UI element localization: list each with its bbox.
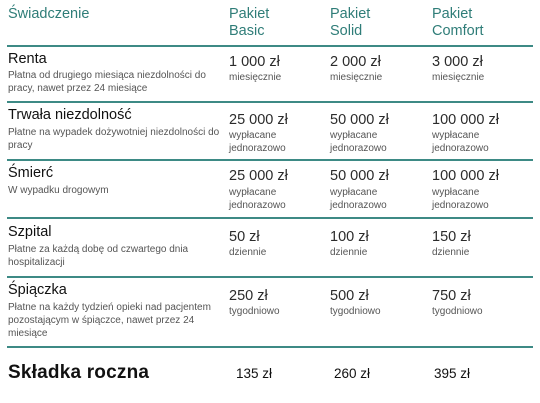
value-amount: 1 000 zł bbox=[229, 54, 280, 70]
divider bbox=[7, 159, 533, 161]
value-amount: 250 zł bbox=[229, 288, 268, 304]
annual-fee-label: Składka roczna bbox=[8, 362, 150, 383]
divider bbox=[7, 217, 533, 219]
value-amount: 50 000 zł bbox=[330, 112, 389, 128]
header-package-basic-line1: Pakiet bbox=[229, 6, 270, 22]
value-unit: wypłacane jednorazowo bbox=[330, 187, 387, 211]
divider bbox=[7, 346, 533, 348]
row-name-trwala-niezdolnosc: Trwała niezdolność bbox=[8, 107, 132, 123]
value-amount: 100 000 zł bbox=[432, 168, 499, 184]
value-unit: tygodniowo bbox=[330, 306, 381, 317]
header-package-comfort-line2: Comfort bbox=[432, 23, 484, 39]
value-unit: dziennie bbox=[330, 247, 368, 258]
value-unit: dziennie bbox=[229, 247, 267, 258]
value-amount: 3 000 zł bbox=[432, 54, 483, 70]
value-amount: 100 zł bbox=[330, 229, 369, 245]
value-unit: miesięcznie bbox=[229, 72, 282, 83]
value-amount: 150 zł bbox=[432, 229, 471, 245]
row-name-szpital: Szpital bbox=[8, 224, 52, 240]
header-package-comfort bbox=[432, 6, 484, 40]
header-package-solid-line2: Solid bbox=[330, 23, 363, 39]
header-package-solid bbox=[330, 6, 370, 40]
value-amount: 25 000 zł bbox=[229, 168, 288, 184]
value-unit: wypłacane jednorazowo bbox=[432, 187, 489, 211]
value-amount: 25 000 zł bbox=[229, 112, 288, 128]
annual-fee-solid: 260 zł bbox=[334, 366, 371, 381]
value-unit: miesięcznie bbox=[432, 72, 485, 83]
header-package-comfort-line1: Pakiet bbox=[432, 6, 473, 22]
divider bbox=[7, 101, 533, 103]
value-unit: tygodniowo bbox=[229, 306, 280, 317]
row-name-renta: Renta bbox=[8, 51, 47, 67]
row-desc-trwala-niezdolnosc: Płatne na wypadek dożywotniej niezdolności do pracy bbox=[8, 127, 220, 151]
row-name-smierc: Śmierć bbox=[8, 165, 54, 181]
value-unit: wypłacane jednorazowo bbox=[330, 130, 387, 154]
header-benefit-label: Świadczenie bbox=[8, 6, 90, 22]
value-unit: wypłacane jednorazowo bbox=[229, 187, 286, 211]
row-desc-smierc: W wypadku drogowym bbox=[8, 185, 109, 196]
value-unit: wypłacane jednorazowo bbox=[229, 130, 286, 154]
row-desc-renta: Płatna od drugiego miesiąca niezdolności do pracy, nawet przez 24 miesiące bbox=[8, 70, 206, 94]
value-amount: 750 zł bbox=[432, 288, 471, 304]
value-amount: 50 000 zł bbox=[330, 168, 389, 184]
header-package-solid-line1: Pakiet bbox=[330, 6, 371, 22]
value-unit: tygodniowo bbox=[432, 306, 483, 317]
value-unit: wypłacane jednorazowo bbox=[432, 130, 489, 154]
divider bbox=[7, 45, 533, 47]
value-amount: 500 zł bbox=[330, 288, 369, 304]
value-amount: 2 000 zł bbox=[330, 54, 381, 70]
header-package-basic-line2: Basic bbox=[229, 23, 265, 39]
annual-fee-comfort: 395 zł bbox=[434, 366, 471, 381]
row-desc-spiaczka: Płatne na każdy tydzień opieki nad pacjentem pozostającym w śpiączce, nawet przez 24 miesiące bbox=[8, 302, 211, 339]
value-unit: dziennie bbox=[432, 247, 470, 258]
value-unit: miesięcznie bbox=[330, 72, 383, 83]
row-name-spiaczka: Śpiączka bbox=[8, 282, 67, 298]
annual-fee-basic: 135 zł bbox=[236, 366, 273, 381]
value-amount: 100 000 zł bbox=[432, 112, 499, 128]
row-desc-szpital: Płatne za każdą dobę od czwartego dnia hospitalizacji bbox=[8, 244, 189, 268]
divider bbox=[7, 276, 533, 278]
header-package-basic bbox=[229, 6, 269, 40]
value-amount: 50 zł bbox=[229, 229, 260, 245]
header-benefit bbox=[8, 6, 89, 23]
